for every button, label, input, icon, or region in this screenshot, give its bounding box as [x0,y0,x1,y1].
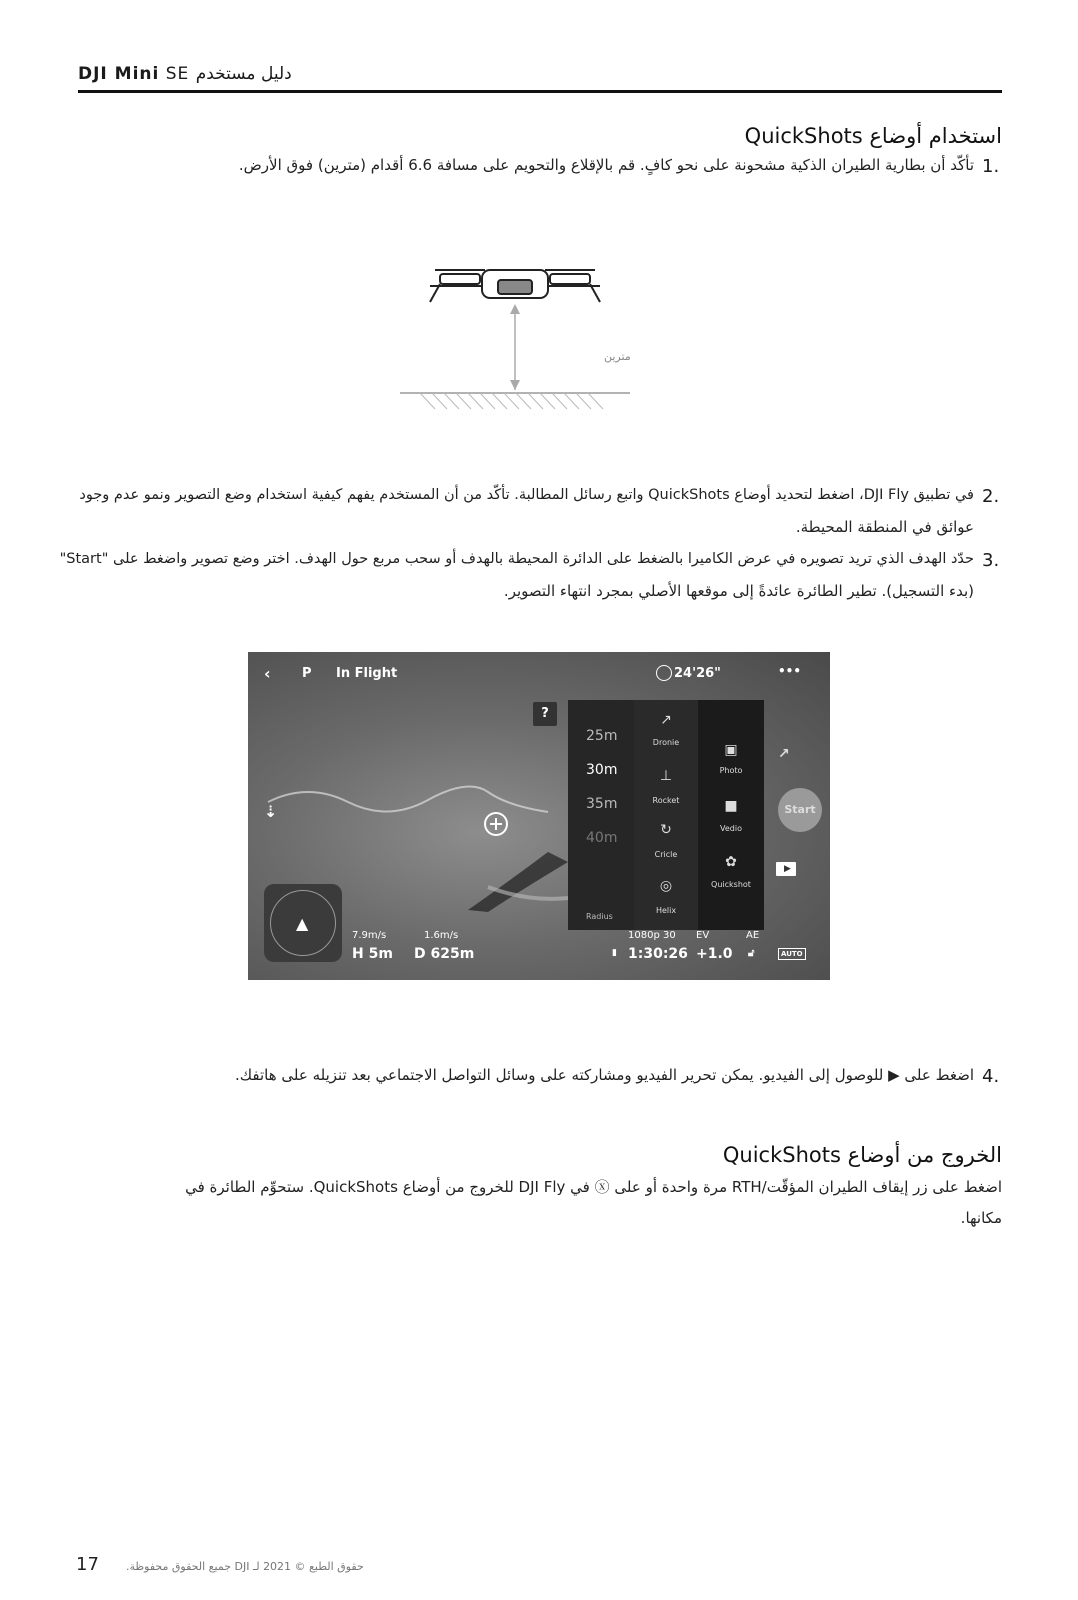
header-rule [78,90,1002,93]
section2-title: الخروج من أوضاع QuickShots [722,1143,1002,1167]
quickshot-mode-icon[interactable]: ↗ [778,746,790,762]
flight-mode: P [302,666,312,681]
video-resolution: 1080p 30 [628,930,676,941]
quickshots-menu [568,700,764,930]
more-menu-icon[interactable]: ••• [778,664,802,678]
step2-line2: عوائق في المنطقة المحيطة. [795,518,974,536]
page-number: 17 [76,1554,99,1575]
start-button[interactable]: Start [778,788,822,832]
play-triangle-icon: ▶ [784,864,791,874]
mode-rocket[interactable]: Rocket [652,796,680,805]
drone-icon [430,270,600,302]
helix-icon: ◎ [659,878,673,894]
mode-dronie[interactable]: Dronie [652,738,680,747]
ae-lock-icon[interactable]: 🔓︎ [748,948,755,959]
step2-number: 2. [982,486,1000,507]
copyright: حقوق الطبع © 2021 لـ DJI جميع الحقوق محفوظة. [126,1560,364,1573]
type-quickshot[interactable]: Quickshot [711,880,751,889]
dronie-icon: ↗ [660,712,672,728]
section2-body: اضغط على زر إيقاف الطيران المؤقّت/RTH مرة واحدة أو على ⓧ في DJI Fly للخروج من أوضاع QuickShots. ستحوِّم الطائرة في مكانها. [185,1178,1002,1227]
height-readout: H 5m [352,946,393,962]
distance-option[interactable]: 35m [586,796,618,812]
minimap[interactable] [264,884,342,962]
aircraft-arrow-icon: ▲ [296,914,309,933]
header-guide: دليل مستخدم [195,64,292,84]
record-time: 1:30:26 [628,946,688,962]
mode-helix[interactable]: Helix [655,906,677,915]
back-chevron-icon[interactable]: ‹ [264,664,271,683]
return-home-icon[interactable]: ⇣ [264,802,278,821]
flight-status: In Flight [336,666,398,681]
step3-line2: (بدء التسجيل). تطير الطائرة عائدةً إلى موقعها الأصلي بمجرد انتهاء التصوير. [503,582,974,600]
step2-line1: في تطبيق DJI Fly، اضغط لتحديد أوضاع QuickShots واتبع رسائل المطالبة. تأكّد من أن المستخدم يفهم كيفية استخدام وضع التصوير ونمو عدم وجود [79,487,974,503]
ae-label: AE [746,930,760,941]
ev-label: EV [696,930,710,941]
step3-line1: حدّد الهدف الذي تريد تصويره في عرض الكاميرا بالضغط على الدائرة المحيطة بالهدف أو سحب مربع حول الهدف. اختر وضع تصوير واضغط على "Start" [59,551,974,567]
horizontal-speed: 1.6m/s [424,930,459,941]
step3-number: 3. [982,550,1000,571]
radius-label: Radius [586,912,613,921]
step4-text: اضغط على ▶ للوصول إلى الفيديو. يمكن تحرير الفيديو ومشاركته على وسائل التواصل الاجتماعي بعد تنزيله على هاتفك. [234,1066,974,1084]
distance-option[interactable]: 25m [586,728,618,744]
type-photo[interactable]: Photo [719,766,743,775]
mode-circle[interactable]: Cricle [654,850,678,859]
distance-readout: D 625m [414,946,475,962]
circle-icon: ↻ [660,822,672,838]
video-icon: ■ [724,798,738,814]
battery-icon [656,665,672,681]
sd-card-icon: ▮ [612,948,617,958]
battery-time: 24'26" [674,666,721,681]
auto-mode-badge[interactable]: AUTO [778,948,806,960]
quickshot-icon: ✿ [725,854,737,870]
step4-number: 4. [982,1066,1000,1087]
vertical-speed: 7.9m/s [352,930,387,941]
distance-option-selected[interactable]: 30m [586,762,618,778]
header-title [78,64,292,84]
section1-title: استخدام أوضاع QuickShots [744,124,1002,148]
step1-number: 1. [982,156,1000,177]
drone-height-figure [400,262,630,437]
distance-column [568,700,634,930]
step1-text: تأكّد أن بطارية الطيران الذكية مشحونة على نحو كافٍ. قم بالإقلاع والتحويم على مسافة 6.6 أقدام (مترين) فوق الأرض. [238,156,974,174]
ev-value[interactable]: +1.0 [696,946,733,962]
mode-column [634,700,698,930]
distance-option[interactable]: 40m [586,830,618,846]
header-product: DJI Mini [78,64,160,84]
rocket-icon: ⊥ [659,768,673,784]
type-column [698,700,764,930]
header-model: SE [165,64,190,84]
help-button[interactable]: ? [533,702,557,726]
figure-height-label: مترين [604,350,631,363]
type-video[interactable]: Vedio [720,824,742,833]
photo-icon: ▣ [724,742,738,758]
app-screenshot [248,652,830,980]
